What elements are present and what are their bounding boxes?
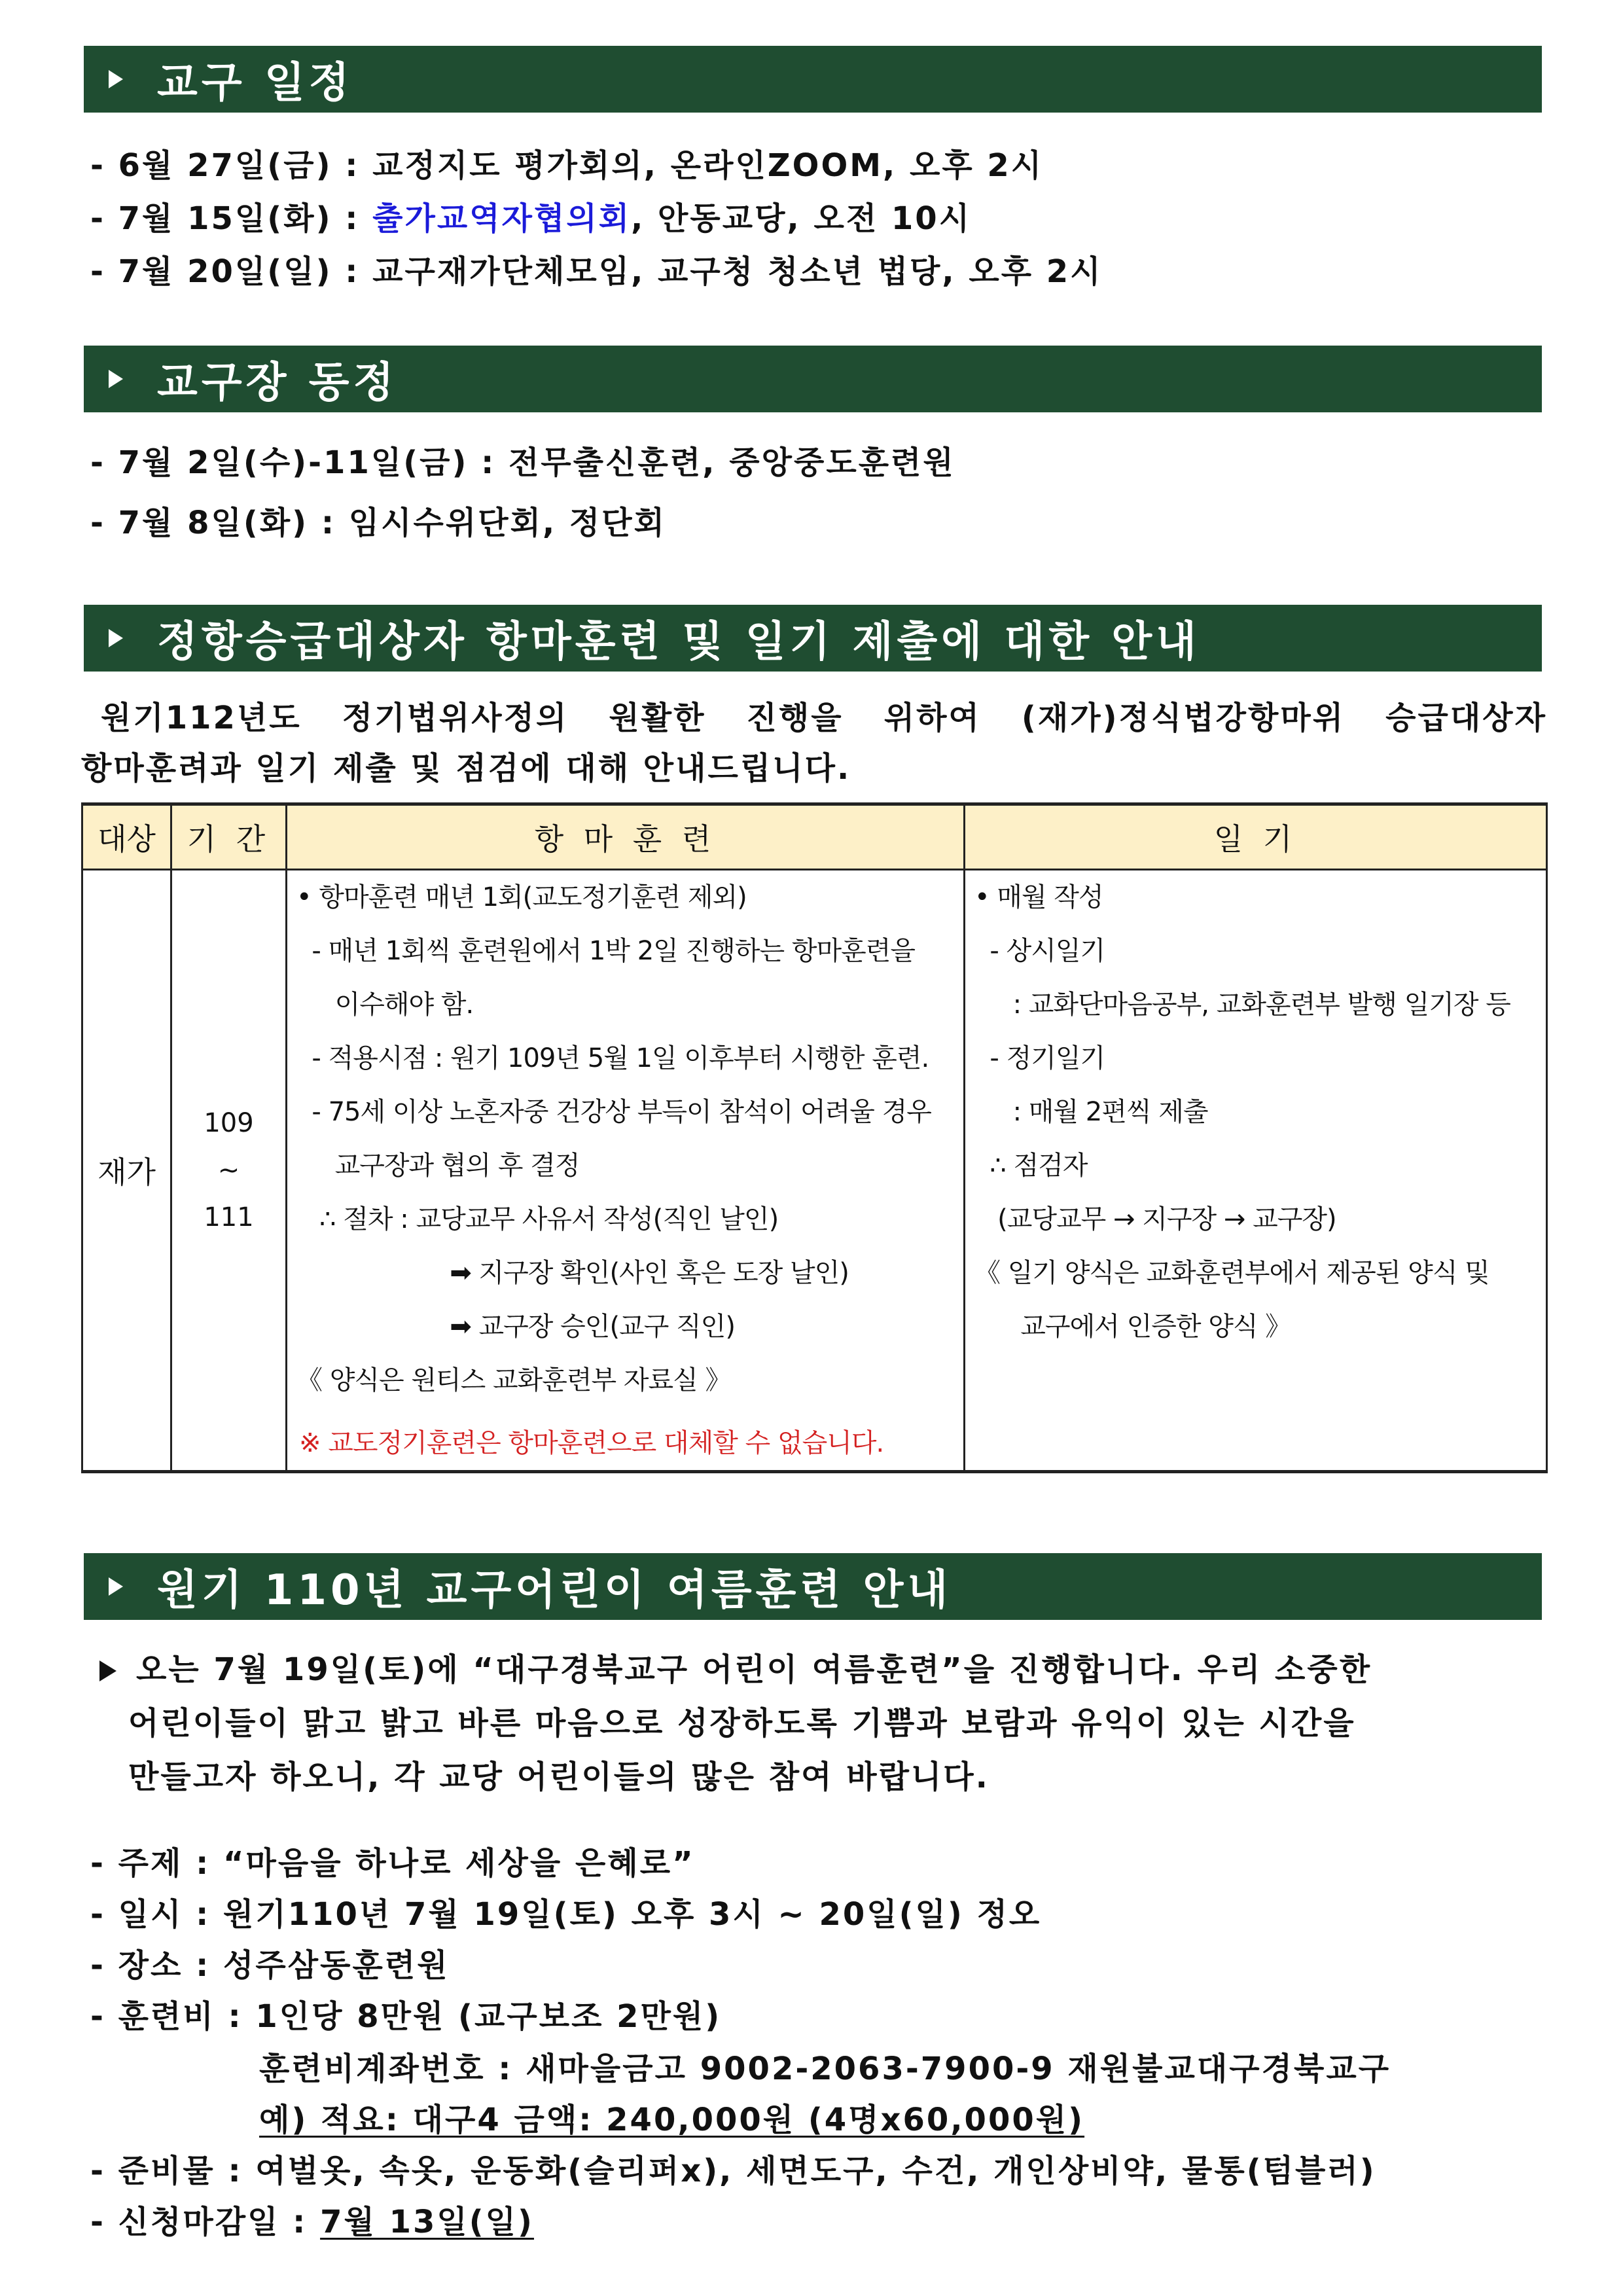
deadline-date: 7월 13일(일) (320, 2204, 534, 2240)
training-line: - 매년 1회씩 훈련원에서 1박 2일 진행하는 항마훈련을 (296, 936, 916, 966)
section-title: 교구장 동정 (157, 359, 398, 407)
bullet-icon (109, 629, 123, 647)
section-title: 교구 일정 (157, 59, 353, 107)
highlight-text: 출가교역자협의회 (372, 200, 632, 237)
camp-place: - 장소 : 성주삼동훈련원 (90, 1947, 450, 1984)
training-list (296, 870, 954, 1407)
cell-diary (965, 870, 1547, 1472)
camp-theme: - 주제 : “마음을 하나로 세상을 은혜로” (90, 1845, 695, 1882)
diary-list (974, 870, 1537, 1354)
section-header-promotion (84, 605, 1542, 672)
training-line: - 75세 이상 노혼자중 건강상 부득이 참석이 어려울 경우 (296, 1097, 931, 1127)
training-line: ➡ 교구장 승인(교구 직인) (296, 1312, 735, 1342)
bullet-icon (109, 1577, 123, 1596)
cell-training (287, 870, 965, 1472)
diary-line: : 매월 2편씩 제출 (974, 1097, 1208, 1127)
header-period: 기 간 (171, 804, 287, 870)
section-header-children-camp (84, 1553, 1542, 1620)
training-line: 이수해야 함. (296, 990, 474, 1020)
schedule-item-1: - 6월 27일(금) : 교정지도 평가회의, 온라인ZOOM, 오후 2시 (90, 147, 1044, 184)
training-line: ∴ 절차 : 교당교무 사유서 작성(직인 날인) (296, 1204, 779, 1234)
diary-line: - 정기일기 (974, 1043, 1105, 1073)
bullet-icon (109, 70, 123, 88)
diary-line: • 매월 작성 (974, 882, 1103, 912)
training-line: - 적용시점 : 원기 109년 5월 1일 이후부터 시행한 훈련. (296, 1043, 929, 1073)
training-line: ➡ 지구장 확인(사인 혹은 도장 날인) (296, 1258, 849, 1288)
diary-line: : 교화단마음공부, 교화훈련부 발행 일기장 등 (974, 990, 1510, 1020)
training-table (81, 802, 1548, 1473)
camp-intro-line-3: 만들고자 하오니, 각 교당 어린이들의 많은 참여 바랍니다. (128, 1759, 990, 1795)
training-line: 《 양식은 원티스 교화훈련부 자료실 》 (296, 1365, 731, 1395)
header-target: 대상 (82, 804, 171, 870)
section-header-schedule (84, 46, 1542, 113)
header-diary: 일 기 (965, 804, 1547, 870)
camp-fee: - 훈련비 : 1인당 8만원 (교구보조 2만원) (90, 1998, 722, 2035)
training-note: ※ 교도정기훈련은 항마훈련으로 대체할 수 없습니다. (299, 1428, 884, 1458)
header-training: 항 마 훈 련 (287, 804, 965, 870)
training-line: • 항마훈련 매년 1회(교도정기훈련 제외) (296, 882, 747, 912)
camp-deadline: - 신청마감일 : 7월 13일(일) (90, 2204, 534, 2240)
camp-intro-line-1: 오는 7월 19일(토)에 “대구경북교구 어린이 여름훈련”을 진행합니다. 우리 소중한 (99, 1644, 1372, 1689)
section-title: 정항승급대상자 항마훈련 및 일기 제출에 대한 안내 (157, 618, 1200, 666)
diary-line: (교당교무 → 지구장 → 교구장) (974, 1204, 1336, 1234)
camp-intro-line-2: 어린이들이 맑고 밝고 바른 마음으로 성장하도록 기쁨과 보람과 유익이 있는 시간을 (128, 1705, 1356, 1742)
intro-line-1: 원기112년도 정기법위사정의 원활한 진행을 위하여 (재가)정식법강항마위 승급대상자 (101, 700, 1547, 736)
section-title: 원기 110년 교구어린이 여름훈련 안내 (157, 1566, 952, 1615)
intro-line-2: 항마훈려과 일기 제출 및 점검에 대해 안내드립니다. (81, 750, 851, 787)
training-line: 교구장과 협의 후 결정 (296, 1151, 580, 1181)
arrow-bullet-icon (99, 1660, 116, 1681)
diary-line: 교구에서 인증한 양식 》 (974, 1312, 1291, 1342)
activity-item-2: - 7월 8일(화) : 임시수위단회, 정단회 (90, 505, 666, 541)
section-header-activities (84, 346, 1542, 412)
camp-account: 훈련비계좌번호 : 새마을금고 9002-2063-7900-9 재원불교대구경북교구 (259, 2051, 1391, 2087)
camp-date: - 일시 : 원기110년 7월 19일(토) 오후 3시 ~ 20일(일) 정오 (90, 1896, 1042, 1933)
camp-supplies: - 준비물 : 여벌옷, 속옷, 운동화(슬리퍼x), 세면도구, 수건, 개인상비약, 물통(텀블러) (90, 2153, 1376, 2189)
cell-target: 재가 (82, 870, 171, 1472)
camp-example: 예) 적요: 대구4 금액: 240,000원 (4명x60,000원) (259, 2102, 1085, 2138)
bullet-icon (109, 370, 123, 388)
activity-item-1: - 7월 2일(수)-11일(금) : 전무출신훈련, 중앙중도훈련원 (90, 444, 955, 481)
diary-line: 《 일기 양식은 교화훈련부에서 제공된 양식 및 (974, 1258, 1489, 1288)
cell-period: 109 ~ 111 (171, 870, 287, 1472)
schedule-item-2: - 7월 15일(화) : 출가교역자협의회, 안동교당, 오전 10시 (90, 200, 972, 237)
schedule-item-3: - 7월 20일(일) : 교구재가단체모임, 교구청 청소년 법당, 오후 2시 (90, 253, 1103, 290)
diary-line: ∴ 점검자 (974, 1151, 1088, 1181)
diary-line: - 상시일기 (974, 936, 1105, 966)
